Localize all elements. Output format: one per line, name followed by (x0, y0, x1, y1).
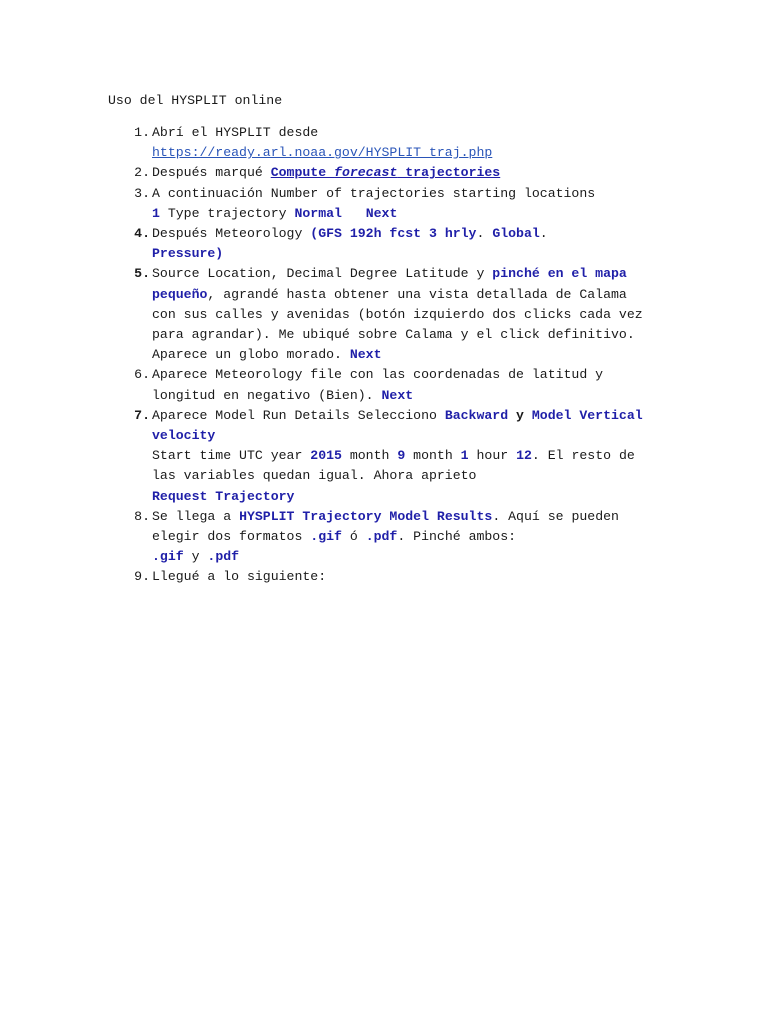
highlight-next: Next (365, 205, 398, 221)
highlight-value: (GFS 192h fcst 3 hrly (310, 226, 477, 242)
list-item-text: Aparece Meteorology file con las coordenadas de latitud y longitud en negativo (Bien). Next (152, 367, 604, 403)
document-title: Uso del HYSPLIT online (108, 93, 283, 108)
highlight-value: .gif (152, 549, 184, 565)
list-item (0, 163, 657, 183)
highlight-value: Model Vertical velocity (152, 407, 643, 444)
highlight-value: .pdf (365, 529, 398, 545)
list-item (0, 567, 657, 587)
highlight-value: 2015 (310, 448, 342, 464)
hysplit-url-link[interactable]: https://ready.arl.noaa.gov/HYSPLIT_traj.php (152, 145, 493, 161)
highlight-value: HYSPLIT Trajectory Model Results (239, 508, 493, 524)
list-item-text: Después Meteorology (GFS 192h fcst 3 hrly. Global. Pressure) (152, 226, 548, 262)
highlight-value: 9 (397, 448, 406, 464)
highlight-value: 12 (516, 448, 532, 464)
list-item (0, 406, 657, 507)
list-item-text: Se llega a HYSPLIT Trajectory Model Results. Aquí se pueden elegir dos formatos .gif ó .pdf. Pinché ambos: .gif y .pdf (152, 508, 619, 565)
list-item (0, 123, 657, 163)
list-item (0, 264, 657, 365)
list-item (0, 507, 657, 568)
list-item-text: Abrí el HYSPLIT desde https://ready.arl.noaa.gov/HYSPLIT_traj.php (152, 125, 493, 161)
steps-list (0, 123, 768, 588)
highlight-value: .pdf (207, 549, 240, 565)
list-number: 5. (134, 266, 150, 282)
highlight-value: 1 (152, 205, 160, 221)
list-number: 9. (134, 569, 150, 585)
list-item (0, 365, 657, 405)
list-item-text: A continuación Number of trajectories starting locations 1 Type trajectory Normal Next (152, 185, 596, 221)
list-item-text: Llegué a lo siguiente: (152, 569, 327, 585)
highlight-next: Next (349, 347, 382, 363)
highlight-value: Normal (294, 205, 342, 221)
highlight-value: Backward (444, 407, 509, 423)
list-item (0, 224, 657, 264)
list-item-text: Source Location, Decimal Degree Latitude y pinché en el mapa pequeño, agrandé hasta obtener una vista detallada de Calama con sus calles y avenidas (botón izquierdo dos clicks cada vez para agrandar). Me ubiqué sobre Calama y el click definitivo. Aparece un globo morado. Next (152, 266, 643, 363)
highlight-value: pinché en el mapa pequeño (152, 266, 627, 302)
highlight-value: Pressure) (152, 246, 224, 262)
list-number: 4. (134, 226, 150, 242)
list-item (0, 184, 657, 224)
highlight-value: 1 (460, 448, 469, 464)
list-number: 1. (134, 125, 150, 140)
list-item-text: Después marqué Compute forecast trajectories (152, 165, 501, 181)
compute-forecast-link[interactable]: Compute forecast trajectories (270, 165, 501, 181)
list-number: 8. (134, 508, 150, 524)
list-number: 6. (134, 367, 150, 383)
highlight-value: .gif (310, 529, 342, 545)
list-number: 2. (134, 165, 150, 181)
list-number: 3. (134, 185, 150, 201)
list-number: 7. (134, 407, 150, 423)
highlight-value: Global (492, 226, 540, 242)
highlight-next: Next (381, 387, 414, 403)
highlight-value: Request Trajectory (152, 488, 295, 504)
list-item-text: Aparece Model Run Details Selecciono Backward y Model Vertical velocity Start time UTC year 2015 month 9 month 1 hour 12. El resto de las variables quedan igual. Ahora aprieto Request Trajectory (152, 407, 643, 504)
